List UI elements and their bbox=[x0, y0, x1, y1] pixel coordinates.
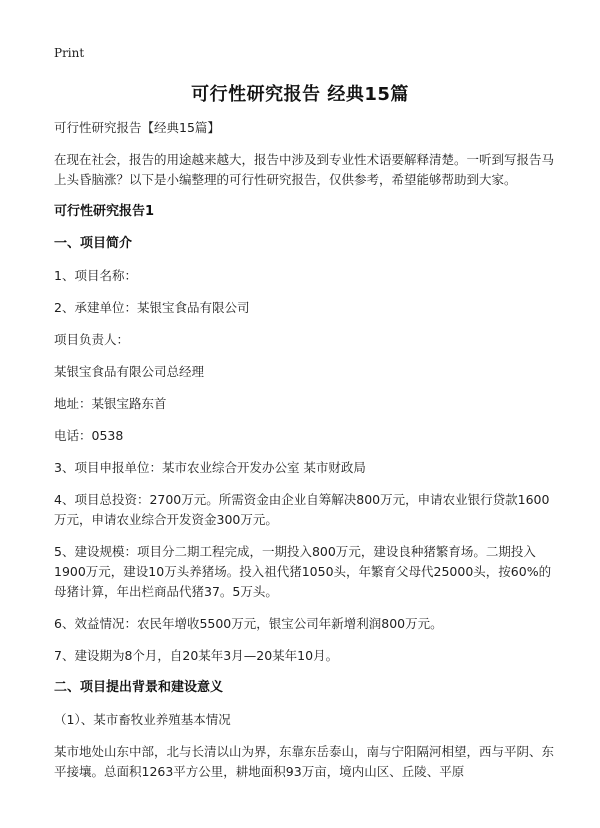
item-construction-period: 7、建设期为8个月，自20某年3月—20某年10月。 bbox=[54, 648, 339, 663]
item-scale: 5、建设规模：项目分二期工程完成，一期投入800万元，建设良种猪繁育场。二期投入1900万元，建设10万头养猪场。投入祖代猪1050头，年繁育父母代25000头，按60%的母猪计算，年出栏商品代猪37。5万头。 bbox=[54, 544, 552, 599]
section-title: 可行性研究报告1 bbox=[54, 204, 155, 219]
item-project-name: 1、项目名称： bbox=[54, 268, 137, 283]
heading-background: 二、项目提出背景和建设意义 bbox=[54, 680, 224, 695]
heading-project-intro: 一、项目简介 bbox=[54, 236, 133, 251]
item-benefits: 6、效益情况：农民年增收5500万元，银宝公司年新增利润800万元。 bbox=[54, 616, 443, 631]
intro-paragraph: 在现在社会，报告的用途越来越大，报告中涉及到专业性术语要解释清楚。一听到写报告马上头昏脑涨？以下是小编整理的可行性研究报告，仅供参考，希望能够帮助到大家。 bbox=[54, 152, 555, 187]
item-total-investment: 4、项目总投资：2700万元。所需资金由企业自筹解决800万元，申请农业银行贷款1600万元，申请农业综合开发资金300万元。 bbox=[54, 492, 550, 527]
document-body bbox=[54, 118, 554, 794]
subtitle: 可行性研究报告【经典15篇】 bbox=[54, 120, 220, 135]
document-title: 可行性研究报告 经典15篇 bbox=[191, 84, 409, 105]
subheading-livestock: （1）、某市畜牧业养殖基本情况 bbox=[54, 712, 231, 727]
item-applicant: 3、项目申报单位：某市农业综合开发办公室 某市财政局 bbox=[54, 460, 366, 475]
print-label: Print bbox=[54, 46, 85, 60]
project-leader-label: 项目负责人： bbox=[54, 332, 130, 347]
paragraph-region: 某市地处山东中部，北与长清以山为界，东靠东岳泰山，南与宁阳隔河相望，西与平阴、东平接壤。总面积1263平方公里，耕地面积93万亩，境内山区、丘陵、平原 bbox=[54, 744, 555, 779]
phone: 电话：0538 bbox=[54, 428, 124, 443]
item-contractor: 2、承建单位：某银宝食品有限公司 bbox=[54, 300, 250, 315]
project-leader-value: 某银宝食品有限公司总经理 bbox=[54, 364, 205, 379]
address: 地址：某银宝路东首 bbox=[54, 396, 167, 411]
